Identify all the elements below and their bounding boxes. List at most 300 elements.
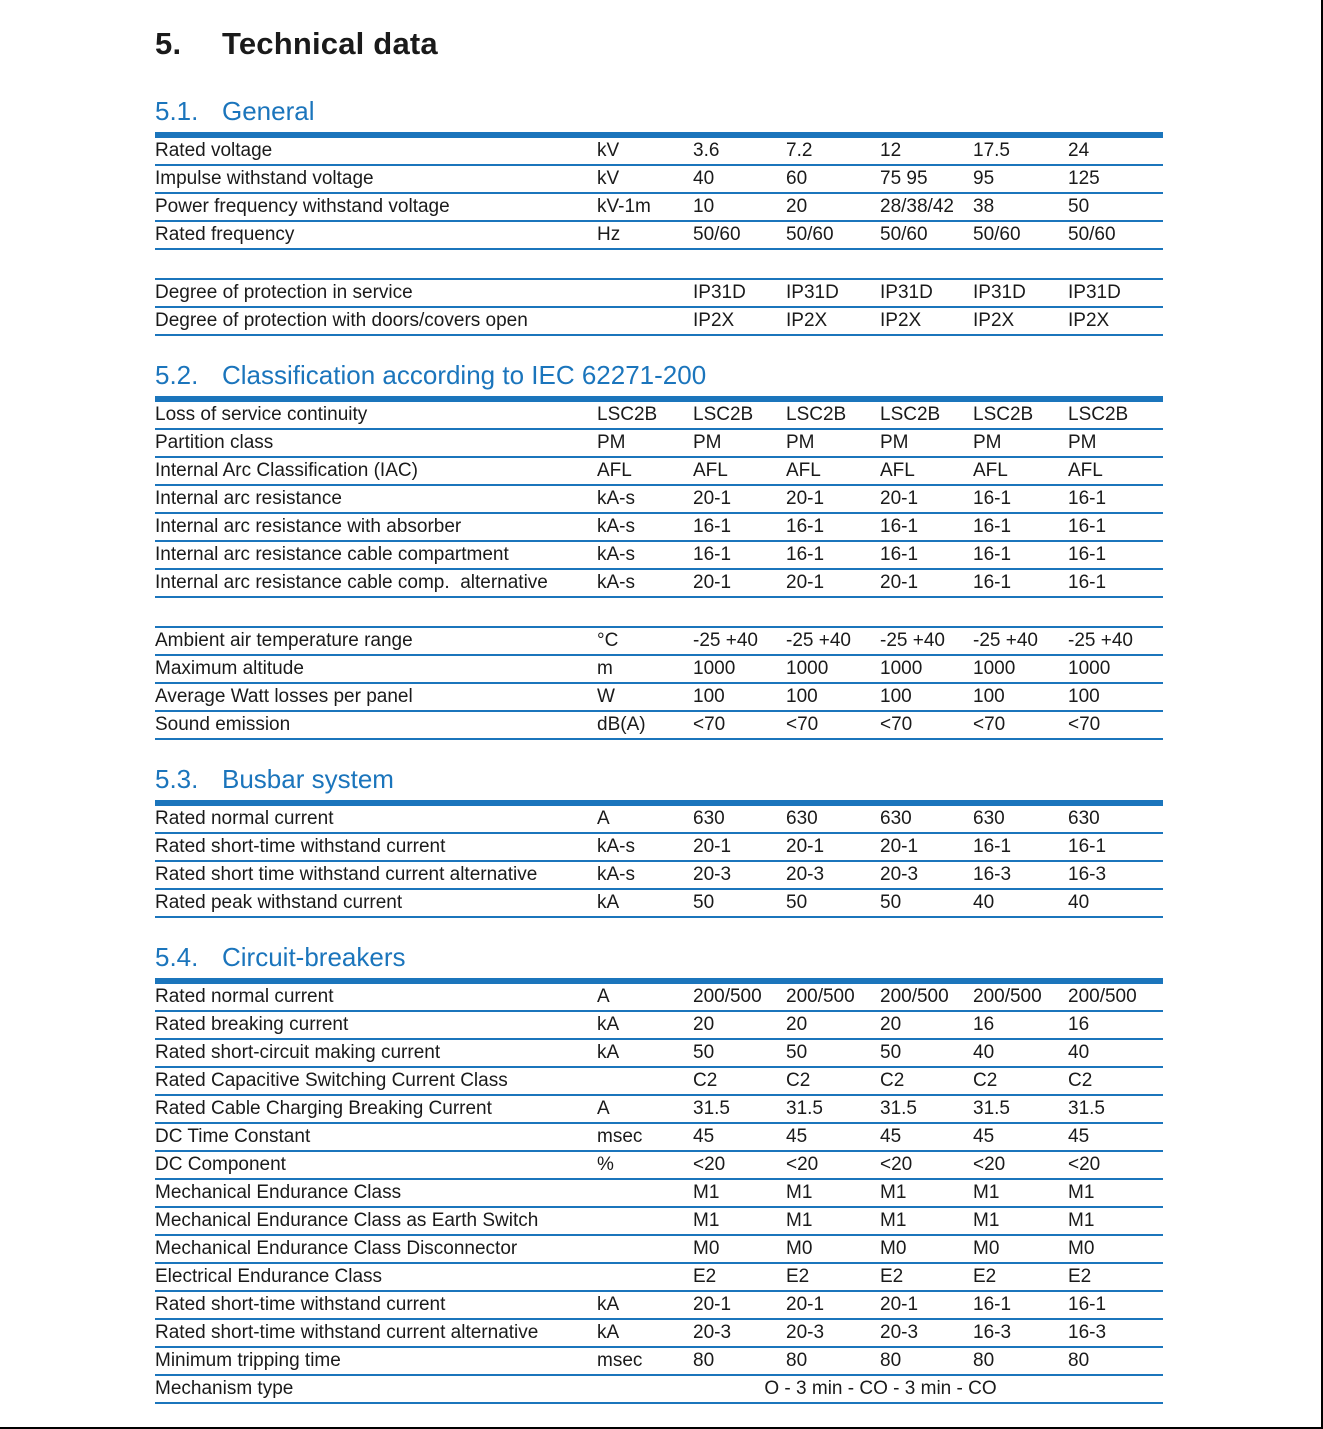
row-value: 16-1 [973,516,1012,537]
row-value: 80 [786,1350,808,1371]
table-row [155,1208,1163,1236]
table-row [155,984,1163,1012]
row-value: 1000 [786,658,829,679]
row-value: 16-1 [1068,516,1107,537]
row-value: 45 [786,1126,808,1147]
data-table [155,800,1163,918]
row-value: 16-3 [1068,864,1107,885]
row-value: 31.5 [786,1098,823,1119]
row-span-value: O - 3 min - CO - 3 min - CO [764,1378,997,1399]
row-label: Rated peak withstand current [155,892,403,913]
row-value: 20-1 [880,836,919,857]
row-label: Partition class [155,432,274,453]
row-label: Minimum tripping time [155,1350,341,1371]
row-value: IP2X [1068,310,1110,331]
row-unit: kV [597,140,620,161]
row-value: E2 [880,1266,904,1287]
row-value: 40 [693,168,715,189]
row-unit: kA [597,1014,620,1035]
row-label: Mechanism type [155,1378,294,1399]
row-value: IP31D [786,282,839,303]
row-value: AFL [973,460,1008,481]
section [0,942,1321,1404]
row-unit: kA [597,1042,620,1063]
row-label: Impulse withstand voltage [155,168,374,189]
row-value: 16-1 [1068,572,1107,593]
row-value: 16 [973,1014,995,1035]
row-value: 50/60 [1068,224,1116,245]
row-value: 80 [880,1350,902,1371]
row-value: 630 [973,808,1005,829]
row-value: 20-1 [880,1294,919,1315]
row-value: 630 [1068,808,1100,829]
row-value: 16-1 [880,516,919,537]
row-value: 31.5 [1068,1098,1105,1119]
row-value: 16-3 [973,864,1012,885]
row-value: 20-3 [880,1322,919,1343]
table-row [155,890,1163,918]
data-table [155,278,1163,336]
row-value: 20-1 [693,836,732,857]
row-label: Internal arc resistance cable compartment [155,544,509,565]
row-value: <20 [1068,1154,1101,1175]
section-heading [155,942,1321,972]
row-value: 10 [693,196,715,217]
row-value: LSC2B [880,404,941,425]
row-value: 50/60 [693,224,741,245]
table-row [155,280,1163,308]
section [0,96,1321,336]
row-value: <70 [880,714,913,735]
table-row [155,656,1163,684]
row-value: LSC2B [1068,404,1129,425]
table-row [155,1376,1163,1404]
row-value: PM [880,432,909,453]
sections-container [0,96,1321,1404]
row-value: 24 [1068,140,1090,161]
row-label: DC Time Constant [155,1126,311,1147]
row-unit: kA-s [597,864,635,885]
row-unit: % [597,1154,614,1175]
row-unit: kA [597,892,620,913]
row-label: Electrical Endurance Class [155,1266,383,1287]
row-value: 100 [693,686,725,707]
row-unit: A [597,1098,610,1119]
row-value: 75 95 [880,168,928,189]
row-value: AFL [1068,460,1103,481]
row-value: 200/500 [693,986,762,1007]
table-row [155,222,1163,250]
row-value: 45 [880,1126,902,1147]
section-heading-number: 5.1. [155,96,199,126]
row-unit: kA-s [597,516,635,537]
row-value: M0 [786,1238,813,1259]
page-title-text: Technical data [222,26,438,61]
row-label: Rated short-time withstand current alternative [155,1322,539,1343]
row-value: 28/38/42 [880,196,954,217]
row-value: M1 [1068,1182,1095,1203]
table-row [155,402,1163,430]
row-label: Rated Cable Charging Breaking Current [155,1098,492,1119]
row-value: C2 [880,1070,905,1091]
section-heading-number: 5.4. [155,942,199,972]
row-value: -25 +40 [693,630,758,651]
row-value: PM [786,432,815,453]
row-value: C2 [973,1070,998,1091]
row-value: 125 [1068,168,1100,189]
row-value: 40 [973,892,995,913]
row-label: Rated short-circuit making current [155,1042,441,1063]
row-value: 40 [973,1042,995,1063]
row-value: 20-1 [693,1294,732,1315]
row-value: M1 [880,1210,907,1231]
table-row [155,308,1163,336]
data-table [155,978,1163,1404]
row-value: 200/500 [880,986,949,1007]
section-heading-text: General [222,96,315,126]
row-unit: m [597,658,613,679]
row-label: Mechanical Endurance Class Disconnector [155,1238,518,1259]
row-value: 50 [880,892,902,913]
row-label: Rated normal current [155,986,334,1007]
row-value: <20 [693,1154,726,1175]
row-value: 630 [786,808,818,829]
section-heading [155,360,1321,390]
table-row [155,486,1163,514]
row-label: Ambient air temperature range [155,630,413,651]
table-row [155,542,1163,570]
row-label: Mechanical Endurance Class as Earth Switch [155,1210,539,1231]
row-unit: msec [597,1350,643,1371]
row-value: IP31D [1068,282,1121,303]
row-value: AFL [880,460,915,481]
table-row [155,684,1163,712]
data-table [155,396,1163,598]
table-row [155,570,1163,598]
row-unit: kA-s [597,544,635,565]
row-label: Internal arc resistance with absorber [155,516,462,537]
row-label: Rated short time withstand current alternative [155,864,538,885]
table-row [155,138,1163,166]
page-title [155,26,1321,62]
row-value: 50/60 [973,224,1021,245]
page-title-number: 5. [155,26,182,61]
row-label: Rated voltage [155,140,273,161]
row-value: LSC2B [786,404,847,425]
table-row [155,834,1163,862]
row-value: 95 [973,168,995,189]
row-value: 1000 [973,658,1016,679]
row-value: 50/60 [786,224,834,245]
row-value: 1000 [693,658,736,679]
row-value: 16-1 [973,544,1012,565]
section-heading [155,96,1321,126]
row-value: M1 [693,1182,720,1203]
row-value: E2 [693,1266,717,1287]
table-row [155,1040,1163,1068]
row-unit: W [597,686,615,707]
row-value: 50 [786,892,808,913]
row-value: 200/500 [973,986,1042,1007]
row-value: 3.6 [693,140,720,161]
row-value: 80 [973,1350,995,1371]
row-value: 630 [693,808,725,829]
row-value: E2 [973,1266,997,1287]
table-row [155,806,1163,834]
row-label: Rated short-time withstand current [155,1294,446,1315]
table-row [155,430,1163,458]
row-value: 16-1 [880,544,919,565]
row-value: 20 [693,1014,715,1035]
row-value: PM [973,432,1002,453]
row-unit: kA-s [597,836,635,857]
row-value: 16-1 [973,488,1012,509]
row-value: 20-3 [786,1322,825,1343]
row-value: 50/60 [880,224,928,245]
row-value: LSC2B [693,404,754,425]
row-label: Sound emission [155,714,291,735]
row-value: IP31D [973,282,1026,303]
row-value: IP2X [880,310,922,331]
row-value: 16 [1068,1014,1090,1035]
row-unit: kA [597,1294,620,1315]
row-value: E2 [1068,1266,1092,1287]
row-value: M1 [973,1210,1000,1231]
row-value: 16-1 [1068,488,1107,509]
row-value: 20 [786,1014,808,1035]
table-row [155,1264,1163,1292]
row-value: M1 [786,1182,813,1203]
row-value: <70 [693,714,726,735]
table-row [155,712,1163,740]
row-value: 40 [1068,892,1090,913]
table-row [155,1236,1163,1264]
row-unit: kV-1m [597,196,651,217]
row-value: 1000 [880,658,923,679]
row-value: 80 [1068,1350,1090,1371]
row-value: M1 [973,1182,1000,1203]
row-value: <70 [1068,714,1101,735]
row-value: M0 [693,1238,720,1259]
row-value: 16-1 [973,836,1012,857]
row-unit: Hz [597,224,621,245]
row-value: 16-3 [973,1322,1012,1343]
table-row [155,1320,1163,1348]
row-value: 20-1 [880,488,919,509]
row-value: 12 [880,140,902,161]
row-value: 20-1 [693,572,732,593]
data-table [155,132,1163,250]
row-label: Internal Arc Classification (IAC) [155,460,418,481]
row-value: 45 [1068,1126,1090,1147]
row-label: Mechanical Endurance Class [155,1182,402,1203]
table-row [155,194,1163,222]
row-value: 20-1 [786,836,825,857]
table-row [155,1124,1163,1152]
row-value: <70 [973,714,1006,735]
row-value: 50 [693,1042,715,1063]
row-label: Internal arc resistance [155,488,342,509]
row-label: Power frequency withstand voltage [155,196,450,217]
data-table [155,626,1163,740]
row-unit: kV [597,168,620,189]
row-value: 100 [973,686,1005,707]
row-value: 7.2 [786,140,813,161]
row-value: 20-3 [880,864,919,885]
row-value: M0 [973,1238,1000,1259]
table-row [155,1348,1163,1376]
row-value: C2 [693,1070,718,1091]
row-label: Rated breaking current [155,1014,349,1035]
row-value: 16-1 [1068,1294,1107,1315]
row-value: M0 [880,1238,907,1259]
table-row [155,166,1163,194]
row-value: -25 +40 [786,630,851,651]
row-value: M1 [1068,1210,1095,1231]
row-label: Maximum altitude [155,658,304,679]
section [0,764,1321,918]
row-value: LSC2B [973,404,1034,425]
row-value: 630 [880,808,912,829]
row-value: AFL [786,460,821,481]
table-row [155,1180,1163,1208]
row-value: <20 [786,1154,819,1175]
row-value: M1 [786,1210,813,1231]
row-value: 200/500 [786,986,855,1007]
row-value: 20-3 [693,864,732,885]
row-value: C2 [786,1070,811,1091]
row-value: 45 [973,1126,995,1147]
row-value: 16-1 [786,516,825,537]
row-value: 20 [880,1014,902,1035]
row-value: 20-3 [693,1322,732,1343]
row-value: <20 [880,1154,913,1175]
table-row [155,1068,1163,1096]
row-value: -25 +40 [880,630,945,651]
row-value: 38 [973,196,995,217]
row-value: 100 [1068,686,1100,707]
row-value: AFL [693,460,728,481]
table-row [155,862,1163,890]
row-label: Rated normal current [155,808,334,829]
row-value: 100 [880,686,912,707]
row-value: 16-1 [973,1294,1012,1315]
row-value: 60 [786,168,808,189]
row-unit: °C [597,630,619,651]
row-value: 50 [880,1042,902,1063]
row-label: Average Watt losses per panel [155,686,413,707]
row-value: 80 [693,1350,715,1371]
table-row [155,628,1163,656]
section-heading-text: Busbar system [222,764,394,794]
row-value: 20-1 [786,572,825,593]
row-value: 50 [786,1042,808,1063]
row-label: Loss of service continuity [155,404,368,425]
row-unit: kA-s [597,488,635,509]
row-unit: AFL [597,460,632,481]
table-row [155,1292,1163,1320]
row-unit: dB(A) [597,714,646,735]
row-value: 16-1 [1068,544,1107,565]
row-value: 16-1 [693,516,732,537]
row-value: M0 [1068,1238,1095,1259]
table-row [155,514,1163,542]
row-value: -25 +40 [973,630,1038,651]
row-unit: msec [597,1126,643,1147]
row-value: IP2X [786,310,828,331]
row-value: IP2X [693,310,735,331]
row-value: 200/500 [1068,986,1137,1007]
row-value: M1 [880,1182,907,1203]
row-value: 16-1 [1068,836,1107,857]
row-value: IP31D [880,282,933,303]
row-label: Rated short-time withstand current [155,836,446,857]
row-value: M1 [693,1210,720,1231]
row-value: PM [693,432,722,453]
row-value: 16-1 [693,544,732,565]
row-value: 20-1 [786,488,825,509]
section-heading-text: Circuit-breakers [222,942,406,972]
section-heading [155,764,1321,794]
row-value: 100 [786,686,818,707]
row-value: 20-1 [786,1294,825,1315]
row-label: Degree of protection with doors/covers open [155,310,528,331]
section [0,360,1321,740]
row-value: 1000 [1068,658,1111,679]
row-value: 20-3 [786,864,825,885]
row-value: IP31D [693,282,746,303]
row-value: E2 [786,1266,810,1287]
row-unit: kA-s [597,572,635,593]
row-unit: LSC2B [597,404,658,425]
row-value: -25 +40 [1068,630,1133,651]
table-row [155,458,1163,486]
row-value: 16-1 [786,544,825,565]
row-value: 20-1 [880,572,919,593]
row-value: C2 [1068,1070,1093,1091]
row-value: PM [1068,432,1097,453]
row-unit: kA [597,1322,620,1343]
section-heading-number: 5.3. [155,764,199,794]
section-heading-number: 5.2. [155,360,199,390]
row-value: <20 [973,1154,1006,1175]
section-heading-text: Classification according to IEC 62271-200 [222,360,707,390]
row-unit: PM [597,432,626,453]
table-row [155,1096,1163,1124]
row-value: 50 [693,892,715,913]
row-label: Rated Capacitive Switching Current Class [155,1070,508,1091]
row-value: 20-1 [693,488,732,509]
row-unit: A [597,986,610,1007]
row-label: DC Component [155,1154,286,1175]
row-value: 17.5 [973,140,1010,161]
row-value: 16-1 [973,572,1012,593]
row-value: 40 [1068,1042,1090,1063]
row-value: 31.5 [973,1098,1010,1119]
row-value: 50 [1068,196,1090,217]
row-unit: A [597,808,610,829]
row-label: Degree of protection in service [155,282,413,303]
row-value: <70 [786,714,819,735]
row-label: Rated frequency [155,224,295,245]
row-value: 45 [693,1126,715,1147]
row-value: 16-3 [1068,1322,1107,1343]
row-label: Internal arc resistance cable comp. alternative [155,572,548,593]
row-value: 31.5 [693,1098,730,1119]
table-row [155,1012,1163,1040]
table-row [155,1152,1163,1180]
row-value: 31.5 [880,1098,917,1119]
